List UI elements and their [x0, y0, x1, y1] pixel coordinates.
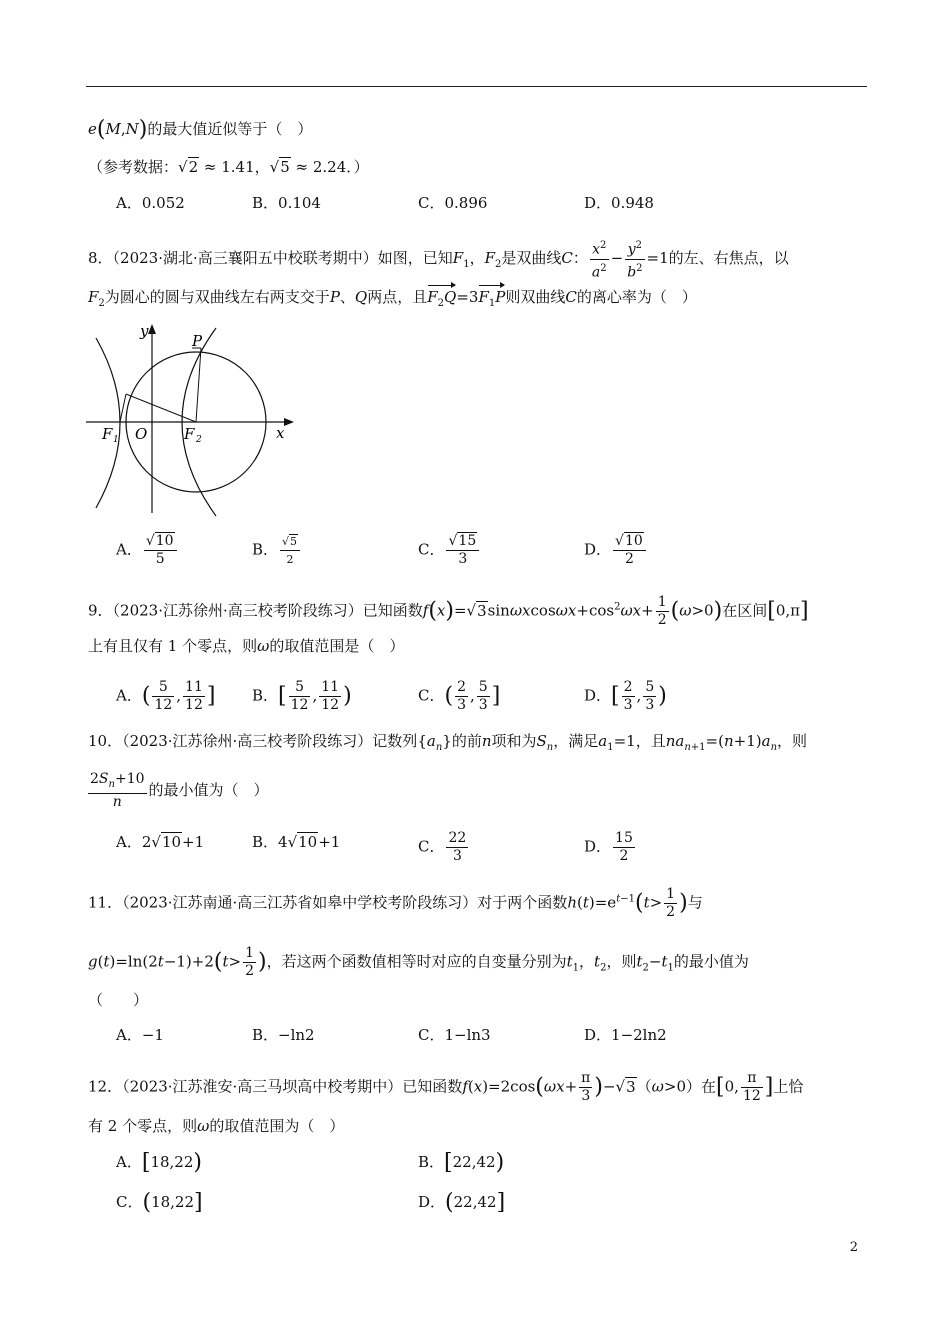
q11-option-c[interactable]: C．1−ln3	[418, 1026, 491, 1044]
q8-hyperbola-figure	[86, 318, 301, 518]
q9-option-d[interactable]: D．[ $\frac{2}{3}$ , $\frac{5}{3}$ )	[584, 679, 667, 713]
q10-stem-line2: $\frac{2S_n+10}{n}$ 的最小值为（ ）	[90, 771, 269, 810]
y-axis-arrow	[148, 324, 156, 334]
q9-stem-line1: 9．（2023·江苏徐州·高三校考阶段练习）已知函数$f(x)=√3\sin\omega xcos\omega x+\cos^2\omega x+$ $\frac{1}{2}$ (ω>0)在区间[0,π]	[88, 594, 809, 628]
label-x: x	[276, 424, 285, 442]
q8-option-c[interactable]: C． $\frac{√15}{3}$	[418, 533, 481, 568]
q9-option-a[interactable]: A．( $\frac{5}{12}$ , $\frac{11}{12}$ ]	[116, 679, 216, 713]
hyperbola-left-branch	[96, 338, 120, 508]
q10-stem-line1: 10．（2023·江苏徐州·高三校考阶段练习）记数列$\{a_n\}$的前n项和为$S_n$，满足$a_1=1$，且$na_{n+1}=(n+1)a_n$，则	[88, 732, 808, 753]
q7-option-d[interactable]: D．0.948	[584, 194, 654, 212]
x-axis-arrow	[284, 418, 294, 426]
header-rule	[86, 86, 867, 87]
q8-option-d[interactable]: D． $\frac{√10}{2}$	[584, 533, 648, 568]
q11-option-d[interactable]: D．1−2ln2	[584, 1026, 667, 1044]
label-f2: F	[184, 425, 195, 443]
q9-option-c[interactable]: C．( $\frac{2}{3}$ , $\frac{5}{3}$ ]	[418, 679, 501, 713]
segment-f1-q	[120, 394, 126, 422]
segment-q-f2	[126, 394, 196, 422]
page-number: 2	[849, 1240, 858, 1255]
q7-reference: （参考数据：√2 ≈ 1.41，√5 ≈ 2.24．）	[88, 158, 369, 176]
q8-option-a[interactable]: A． $\frac{√10}{5}$	[116, 533, 179, 568]
q11-option-a[interactable]: A．−1	[116, 1026, 164, 1044]
q7-stem: e(M,N)的最大值近似等于（ ）	[88, 117, 313, 142]
q11-stem-line1: 11．（2023·江苏南通·高三江苏省如皋中学校考阶段练习）对于两个函数$h(t)=e^{t-1}(t>$ $\frac{1}{2}$ )与	[88, 886, 703, 920]
svg-text:1: 1	[113, 435, 119, 445]
q8-stem-line1: 8．（2023·湖北·高三襄阳五中校联考期中）如图，已知$F_1$，$F_2$是双曲线C： $\frac{x^2}{a^2}$ − $\frac{y^2}{b^2}$ =1的左、右焦点，以	[88, 237, 789, 281]
q12-option-c[interactable]: C．(18,22]	[116, 1190, 203, 1215]
q11-option-b[interactable]: B．−ln2	[252, 1026, 315, 1044]
q8-option-b[interactable]: B． $\frac{√5}{2}$	[252, 533, 302, 568]
svg-text:2: 2	[196, 435, 202, 445]
q7-option-a[interactable]: A．0.052	[116, 194, 185, 212]
q7-option-b[interactable]: B．0.104	[252, 194, 321, 212]
q12-option-d[interactable]: D．(22,42]	[418, 1190, 506, 1215]
q12-stem-line1: 12．（2023·江苏淮安·高三马坝高中校考期中）已知函数f(x)=2cos(ωx+ $\frac{\pi}{3}$ )−√3（ω>0）在[0, $\frac{\pi}{12}$ ]上恰	[88, 1070, 804, 1104]
q12-stem-line2: 有 2 个零点，则ω的取值范围为（ ）	[88, 1117, 345, 1135]
q12-option-b[interactable]: B．[22,42)	[418, 1150, 505, 1175]
q9-option-b[interactable]: B．[ $\frac{5}{12}$ , $\frac{11}{12}$ )	[252, 679, 352, 713]
label-y: y	[140, 322, 149, 340]
label-f1: F	[102, 425, 113, 443]
q11-stem-line3: （ ）	[88, 991, 149, 1009]
q10-option-a[interactable]: A．2√10+1	[116, 833, 205, 851]
q7-option-c[interactable]: C．0.896	[418, 194, 488, 212]
q8-stem-line2: $F_2$为圆心的圆与双曲线左右两支交于P、Q两点，且$F_2Q=3F_1P$则双曲线C的离心率为（ ）	[88, 287, 697, 314]
q10-option-d[interactable]: D． $\frac{15}{2}$	[584, 830, 633, 864]
q12-option-a[interactable]: A．[18,22)	[116, 1150, 202, 1175]
q10-option-b[interactable]: B．4√10+1	[252, 833, 341, 851]
q9-stem-line2: 上有且仅有 1 个零点，则ω的取值范围是（ ）	[88, 637, 405, 655]
q11-stem-line2: g(t)=ln(2t−1)+2(t> $\frac{1}{2}$ )，若这两个函数值相等时对应的自变量分别为$t_1$，$t_2$，则$t_2-t_1$的最小值为	[88, 945, 749, 979]
label-o: O	[135, 425, 148, 443]
q10-option-c[interactable]: C． $\frac{22}{3}$	[418, 830, 467, 864]
label-p: P	[192, 332, 203, 350]
